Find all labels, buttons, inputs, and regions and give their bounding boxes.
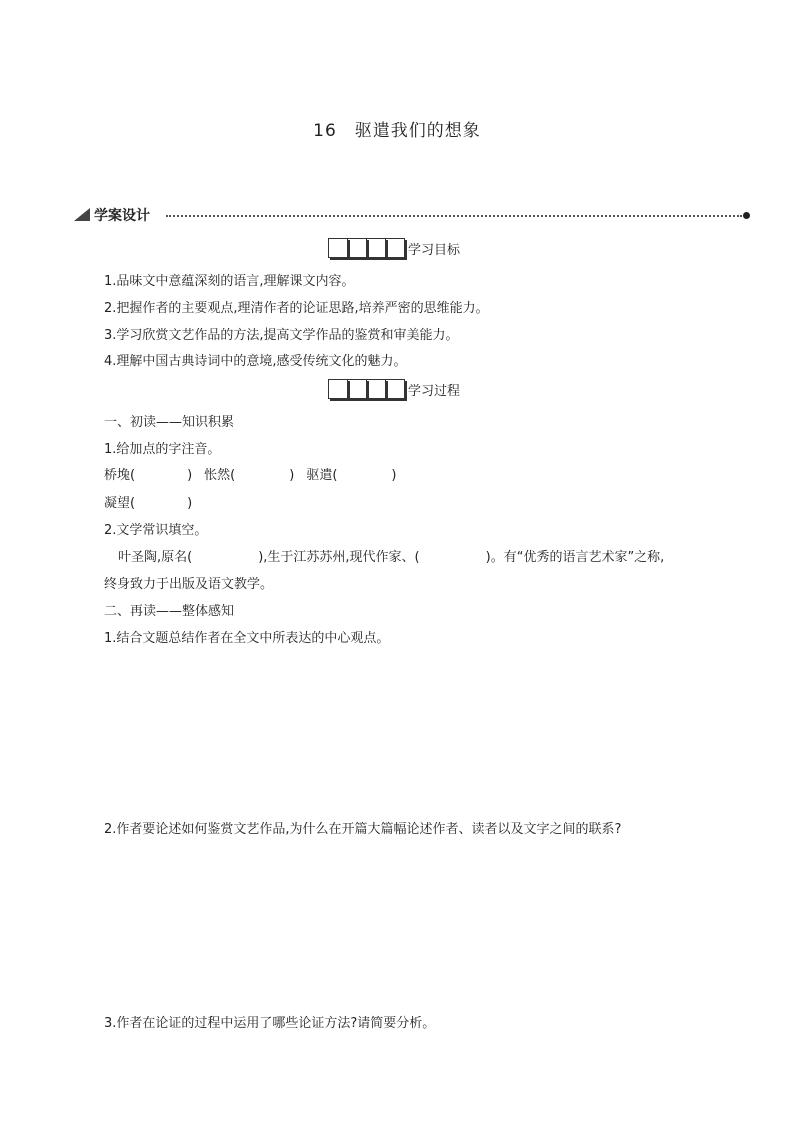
part1-question-1: 1.给加点的字注音。	[104, 442, 221, 457]
goal-item: 2.把握作者的主要观点,理清作者的论证思路,培养严密的思维能力。	[104, 301, 489, 316]
goal-item: 3.学习欣赏文艺作品的方法,提高文学作品的鉴赏和审美能力。	[104, 328, 459, 343]
goals-heading-text: 学习目标	[408, 243, 461, 258]
goals-heading	[328, 236, 460, 258]
part1-title: 一、初读——知识积累	[104, 415, 235, 430]
lesson-number: 16	[313, 121, 337, 141]
page-title	[0, 116, 794, 141]
fill-line: 叶圣陶,原名( ),生于江苏苏州,现代作家、( )。有“优秀的语言艺术家”之称,	[118, 550, 665, 565]
pinyin-row-2: 凝望( )	[104, 496, 193, 511]
part2-question-2: 2.作者要论述如何鉴赏文艺作品,为什么在开篇大篇幅论述作者、读者以及文字之间的联系?	[104, 822, 622, 837]
process-heading-text: 学习过程	[408, 384, 461, 399]
section-label: 学案设计	[94, 208, 150, 224]
pinyin-row-1: 桥堍( ) 怅然( ) 驱遣( )	[104, 468, 397, 483]
process-heading	[328, 377, 460, 399]
heading-boxes-icon	[328, 379, 404, 399]
lesson-title: 驱遣我们的想象	[354, 121, 481, 141]
section-bar	[74, 206, 750, 226]
end-dot-icon	[743, 212, 750, 219]
part2-question-1: 1.结合文题总结作者在全文中所表达的中心观点。	[104, 631, 390, 646]
goal-item: 1.品味文中意蕴深刻的语言,理解课文内容。	[104, 274, 355, 289]
part1-question-2: 2.文学常识填空。	[104, 523, 208, 538]
heading-boxes-icon	[328, 238, 404, 258]
dotted-divider	[166, 215, 742, 217]
goal-item: 4.理解中国古典诗词中的意境,感受传统文化的魅力。	[104, 354, 407, 369]
part2-title: 二、再读——整体感知	[104, 604, 235, 619]
part2-question-3: 3.作者在论证的过程中运用了哪些论证方法?请简要分析。	[104, 1016, 436, 1031]
triangle-mark-icon	[74, 208, 90, 221]
fill-line-continued: 终身致力于出版及语文教学。	[104, 577, 274, 592]
